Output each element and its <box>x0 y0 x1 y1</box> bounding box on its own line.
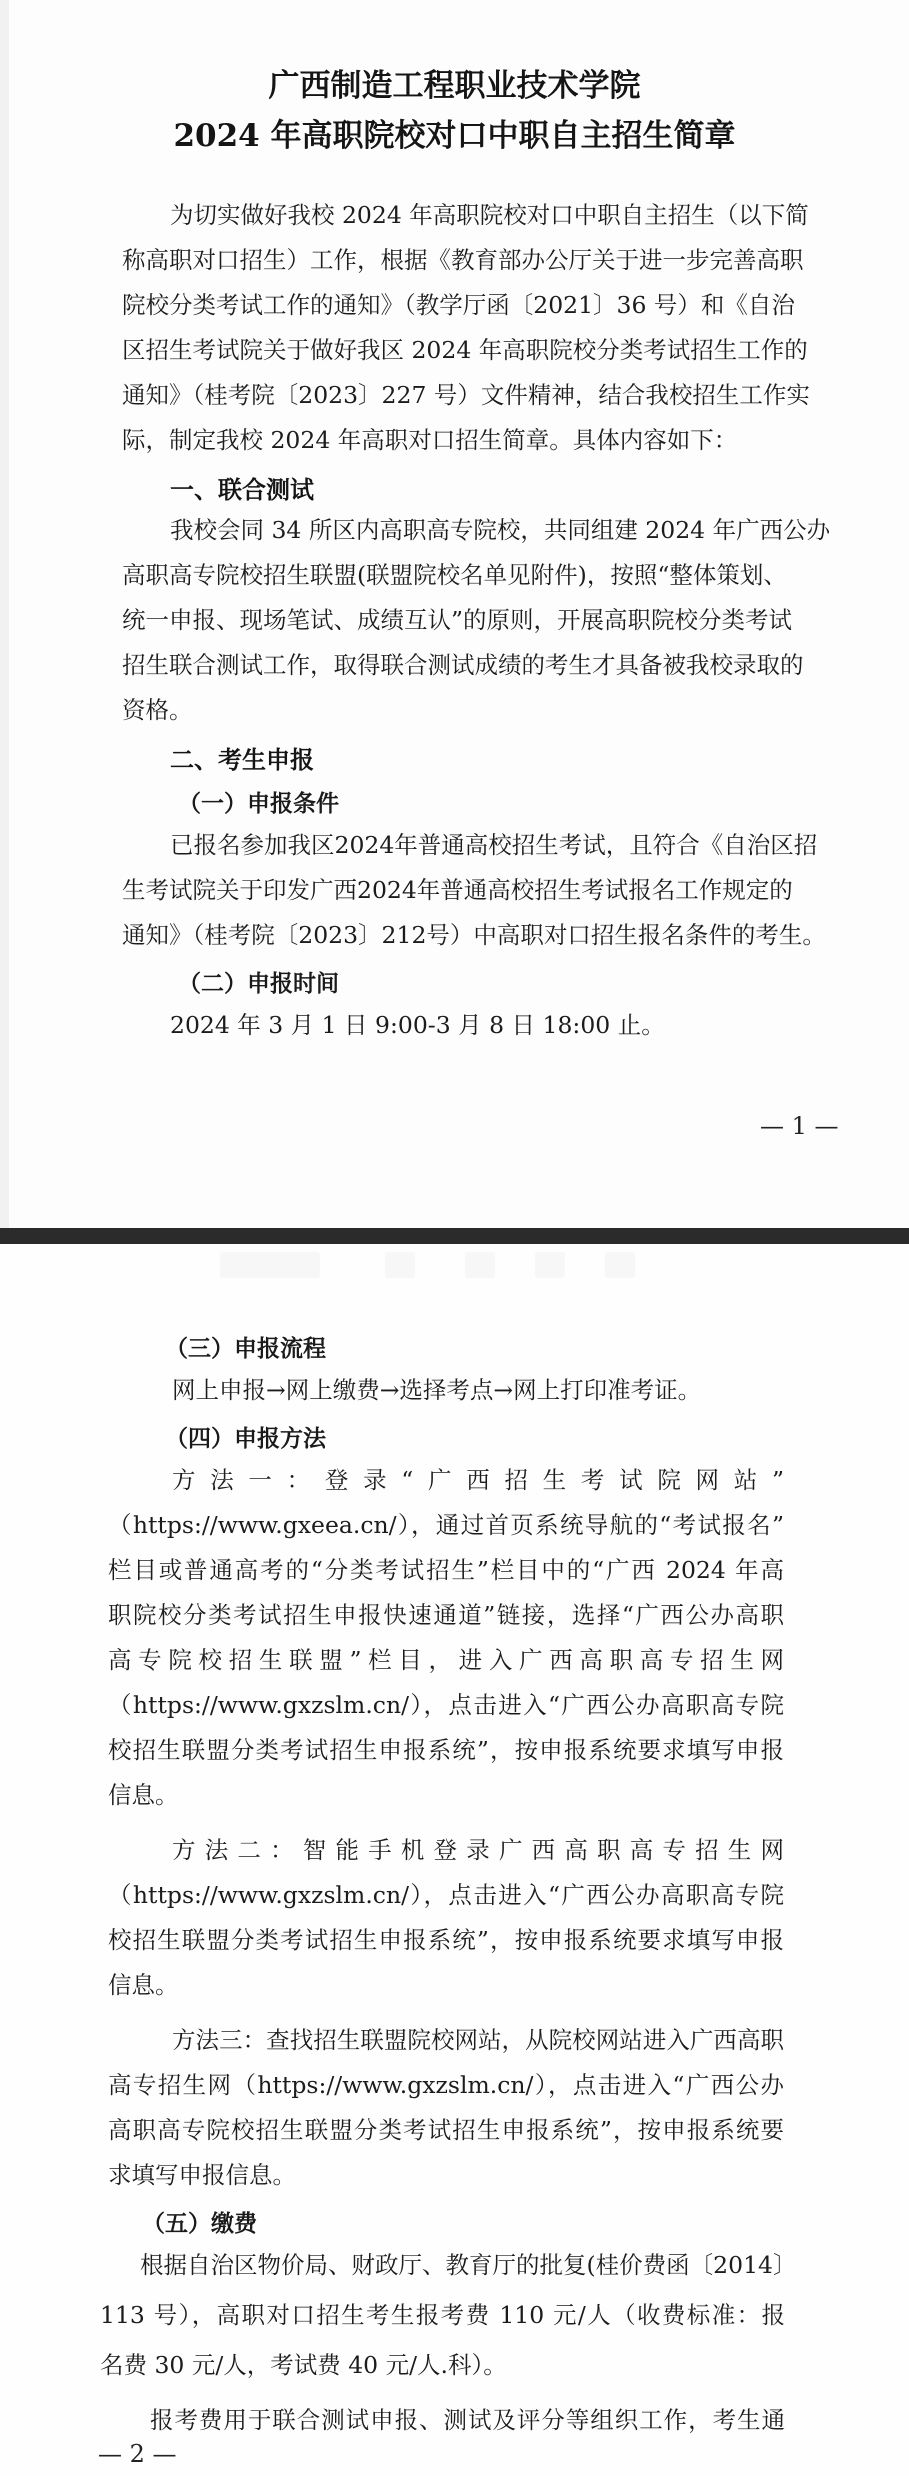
method3-line: 求填写申报信息。 <box>108 2161 296 2189</box>
method1-line: 方法一：登录“广西招生考试院网站” <box>172 1466 784 1494</box>
method2-line: 信息。 <box>108 1971 179 1999</box>
fee-paragraph-line: 名费 30 元/人，考试费 40 元/人.科）。 <box>100 2351 507 2379</box>
intro-paragraph-line: 称高职对口招生）工作，根据《教育部办公厅关于进一步完善高职 <box>122 246 804 274</box>
method1-line: 栏目或普通高考的“分类考试招生”栏目中的“广西 2024 年高 <box>108 1556 784 1584</box>
section-heading-application: 二、考生申报 <box>170 746 314 774</box>
page-number: — 2 — <box>98 2440 177 2468</box>
fee-usage-line: 报考费用于联合测试申报、测试及评分等组织工作，考生通 <box>150 2406 785 2434</box>
section1-paragraph-line: 资格。 <box>122 696 193 724</box>
method3-line: 方法三：查找招生联盟院校网站，从院校网站进入广西高职 <box>172 2026 784 2054</box>
method1-line: 高专院校招生联盟”栏目，进入广西高职高专招生网 <box>108 1646 784 1674</box>
process-text: 网上申报→网上缴费→选择考点→网上打印准考证。 <box>172 1376 702 1404</box>
intro-paragraph-line: 院校分类考试工作的通知》（教学厅函〔2021〕36 号）和《自治 <box>122 291 795 319</box>
intro-paragraph-line: 通知》（桂考院〔2023〕227 号）文件精神，结合我校招生工作实 <box>122 381 810 409</box>
bleed-through-mark <box>220 1252 320 1278</box>
page-separator <box>0 1228 909 1244</box>
intro-paragraph-line: 为切实做好我校 2024 年高职院校对口中职自主招生（以下简 <box>170 201 809 229</box>
bleed-through-mark <box>535 1252 565 1278</box>
method1-line: 校招生联盟分类考试招生申报系统”，按申报系统要求填写申报 <box>108 1736 784 1764</box>
page-edge-shadow <box>0 0 9 1228</box>
section1-paragraph-line: 高职高专院校招生联盟(联盟院校名单见附件)，按照“整体策划、 <box>122 561 787 589</box>
conditions-paragraph-line: 生考试院关于印发广西2024年普通高校招生考试报名工作规定的 <box>122 876 793 904</box>
section-heading-joint-test: 一、联合测试 <box>170 476 314 504</box>
subsection-heading-fees: （五）缴费 <box>142 2210 257 2237</box>
method3-line: 高职高专院校招生联盟分类考试招生申报系统”，按申报系统要 <box>108 2116 784 2144</box>
subsection-heading-conditions: （一）申报条件 <box>178 790 339 817</box>
fee-paragraph-line: 根据自治区物价局、财政厅、教育厅的批复(桂价费函〔2014〕 <box>140 2251 797 2279</box>
bleed-through-mark <box>605 1252 635 1278</box>
section1-paragraph-line: 招生联合测试工作，取得联合测试成绩的考生才具备被我校录取的 <box>122 651 804 679</box>
method1-line: （https://www.gxeea.cn/），通过首页系统导航的“考试报名” <box>108 1511 784 1539</box>
method2-line: 校招生联盟分类考试招生申报系统”，按申报系统要求填写申报 <box>108 1926 784 1954</box>
method3-line: 高专招生网（https://www.gxzslm.cn/），点击进入“广西公办 <box>108 2071 784 2099</box>
method2-line: （https://www.gxzslm.cn/），点击进入“广西公办高职高专院 <box>108 1881 784 1909</box>
subsection-heading-methods: （四）申报方法 <box>165 1425 326 1452</box>
method1-line: 信息。 <box>108 1781 179 1809</box>
bleed-through-mark <box>465 1252 495 1278</box>
conditions-paragraph-line: 通知》（桂考院〔2023〕212号）中高职对口招生报名条件的考生。 <box>122 921 826 949</box>
intro-paragraph-line: 区招生考试院关于做好我区 2024 年高职院校分类考试招生工作的 <box>122 336 808 364</box>
method1-line: （https://www.gxzslm.cn/），点击进入“广西公办高职高专院 <box>108 1691 784 1719</box>
page-number: — 1 — <box>760 1112 839 1140</box>
method1-line: 职院校分类考试招生申报快速通道”链接，选择“广西公办高职 <box>108 1601 784 1629</box>
application-time-text: 2024 年 3 月 1 日 9:00-3 月 8 日 18:00 止。 <box>170 1011 665 1039</box>
subsection-heading-time: （二）申报时间 <box>178 970 339 997</box>
section1-paragraph-line: 我校会同 34 所区内高职高专院校，共同组建 2024 年广西公办 <box>170 516 831 544</box>
document-title-subject: 2024 年高职院校对口中职自主招生简章 <box>173 118 736 154</box>
fee-paragraph-line: 113 号），高职对口招生考生报考费 110 元/人（收费标准：报 <box>100 2301 785 2329</box>
document-title-institution: 广西制造工程职业技术学院 <box>268 68 641 104</box>
method2-line: 方法二：智能手机登录广西高职高专招生网 <box>172 1836 784 1864</box>
intro-paragraph-line: 际，制定我校 2024 年高职对口招生简章。具体内容如下： <box>122 426 738 454</box>
section1-paragraph-line: 统一申报、现场笔试、成绩互认”的原则，开展高职院校分类考试 <box>122 606 793 634</box>
bleed-through-mark <box>385 1252 415 1278</box>
conditions-paragraph-line: 已报名参加我区2024年普通高校招生考试，且符合《自治区招 <box>170 831 818 859</box>
subsection-heading-process: （三）申报流程 <box>165 1335 326 1362</box>
